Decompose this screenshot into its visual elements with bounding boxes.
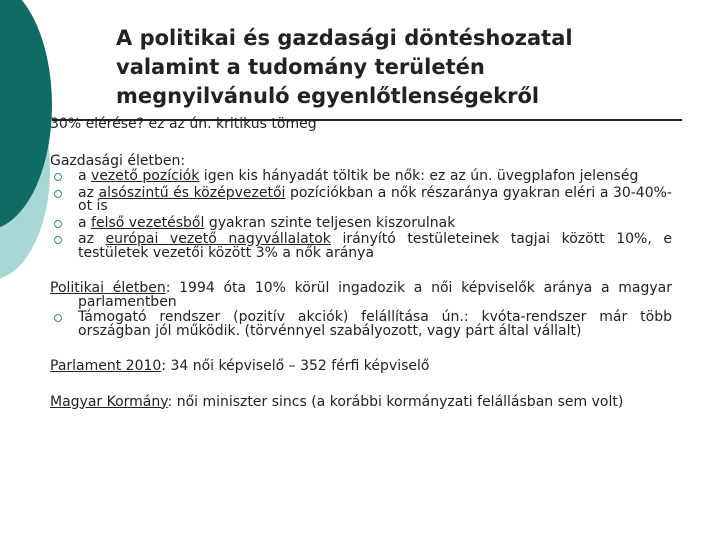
economic-item [50,233,672,260]
item-pre: az [78,184,99,201]
political-heading: Politikai életben [50,280,166,296]
government-line [50,393,672,410]
economic-heading-text: Gazdasági életben [50,152,181,169]
item-post: igen kis hányadát töltik be nők: ez az ún. üvegplafon jelenség [199,168,639,184]
parliament-label: Parlament 2010 [50,358,162,374]
circle-bullet-icon [54,236,62,244]
circle-bullet-icon [54,314,62,322]
item-post: gyakran szinte teljesen kiszorulnak [204,214,456,231]
item-text: Támogató rendszer (pozitív akciók) felállítása ún.: kvóta-rendszer már több országban jól működik. (törvénnyel szabályozott, vagy párt által vállalt) [78,309,672,339]
item-underlined: alsószintű és középvezetői [98,184,286,201]
economic-heading [50,152,672,169]
political-list [50,311,672,338]
parliament-text: : 34 női képviselő – 352 férfi képviselő [161,358,430,374]
item-pre: az [78,231,106,247]
economic-section [50,152,672,261]
item-underlined: felső vezetésből [91,214,205,231]
title-line-1: A politikai és gazdasági döntéshozatal [116,26,573,50]
slide-title [116,24,696,111]
government-label: Magyar Kormány [50,393,168,410]
economic-heading-colon: : [180,152,186,169]
economic-item [50,170,672,184]
item-underlined: vezető pozíciók [91,168,200,184]
political-text: : 1994 óta 10% körül ingadozik a női képviselők aránya a magyar parlamentben [78,280,672,310]
economic-list [50,170,672,260]
item-post: irányító testületeinek tagjai között 10%, e testületek vezetői között 3% a nők aránya [78,231,672,261]
political-item [50,311,672,338]
circle-bullet-icon [54,190,62,198]
title-line-3: megnyilvánuló egyenlőtlenségekről [116,84,540,108]
title-line-2: valamint a tudomány területén [116,55,485,79]
slide-body [50,118,672,409]
political-lead [50,282,672,309]
economic-item [50,184,672,214]
economic-item [50,214,672,231]
parliament-line [50,360,672,374]
government-text: : női miniszter sincs (a korábbi kormányzati felállásban sem volt) [167,393,624,410]
circle-bullet-icon [54,173,62,181]
item-pre: a [78,214,92,231]
critical-mass-line: 30% elérése? ez az ún. kritikus tömeg [50,116,317,132]
item-post: pozíciókban a nők részaránya gyakran eléri a 30-40%-ot is [78,184,672,214]
item-underlined: európai vezető nagyvállalatok [105,231,331,247]
political-section [50,282,672,338]
item-pre: a [78,168,92,184]
circle-bullet-icon [54,220,62,228]
